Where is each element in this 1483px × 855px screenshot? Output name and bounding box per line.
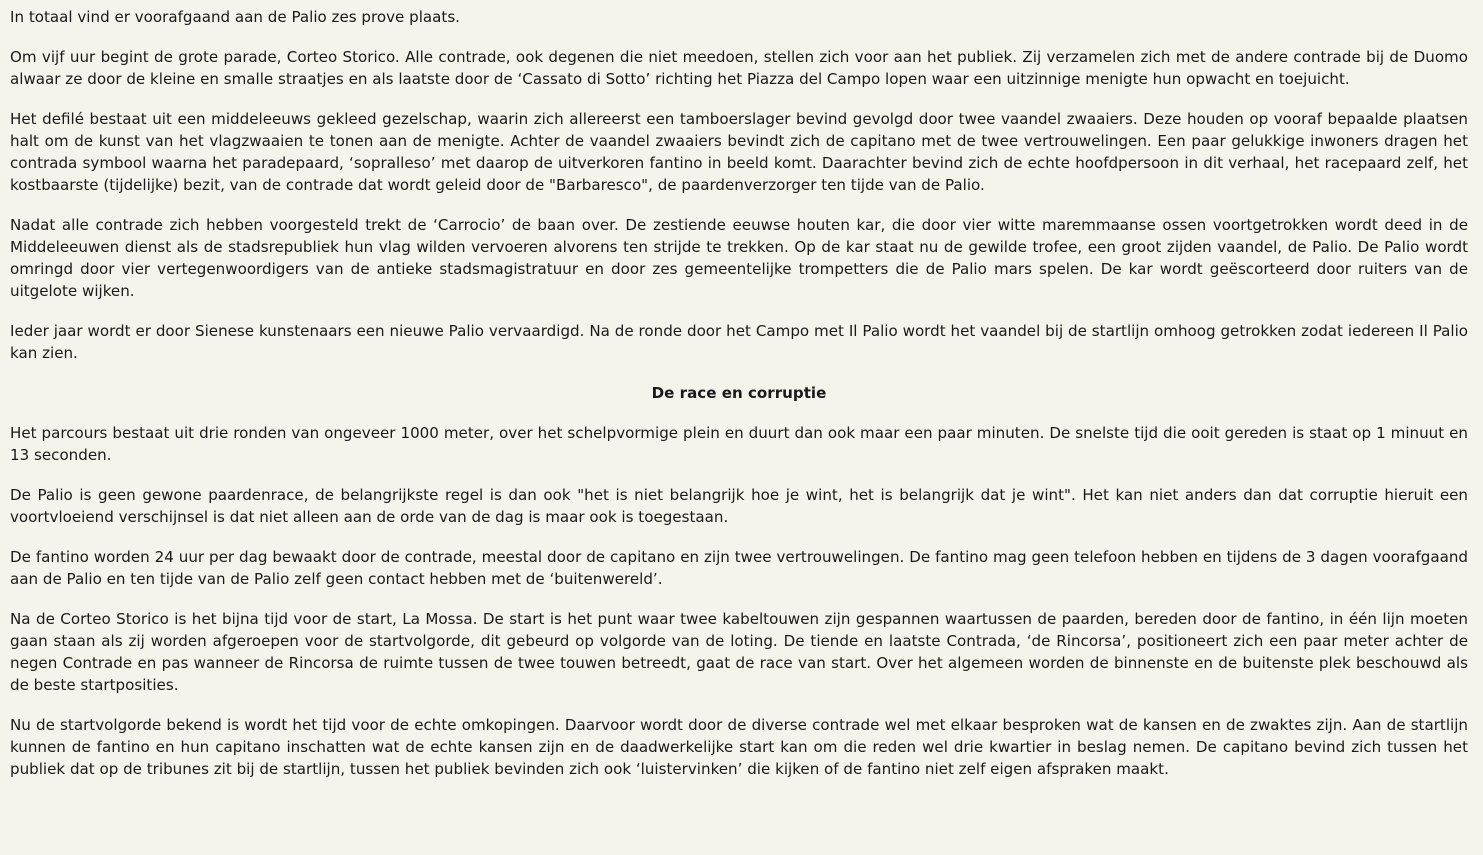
article-body <box>10 6 1468 798</box>
paragraph-prove: In totaal vind er voorafgaand aan de Palio zes prove plaats. <box>10 8 460 26</box>
paragraph-corruptie: De Palio is geen gewone paardenrace, de belangrijkste regel is dan ook "het is niet belangrijk hoe je wint, het is belangrijk dat je wint". Het kan niet anders dan dat corruptie hieruit een voortvloeiend verschijnsel is dat niet alleen aan de orde van de dag is maar ook is toegestaan. <box>10 486 1468 526</box>
paragraph-fantino-bewaakt: De fantino worden 24 uur per dag bewaakt door de contrade, meestal door de capitano en zijn twee vertrouwelingen. De fantino mag geen telefoon hebben en tijdens de 3 dagen voorafgaand aan de Palio en ten tijde van de Palio zelf geen contact hebben met de ‘buitenwereld’. <box>10 548 1468 588</box>
paragraph-parcours: Het parcours bestaat uit drie ronden van ongeveer 1000 meter, over het schelpvormige plein en duurt dan ook maar een paar minuten. De snelste tijd die ooit gereden is staat op 1 minuut en 13 seconden. <box>10 424 1468 464</box>
paragraph-palio-vaandel: Ieder jaar wordt er door Sienese kunstenaars een nieuwe Palio vervaardigd. Na de ronde door het Campo met Il Palio wordt het vaandel bij de startlijn omhoog getrokken zodat iedereen Il Palio kan zien. <box>10 322 1468 362</box>
paragraph-la-mossa: Na de Corteo Storico is het bijna tijd voor de start, La Mossa. De start is het punt waar twee kabeltouwen zijn gespannen waartussen de paarden, bereden door de fantino, in één lijn moeten gaan staan als zij worden afgeroepen voor de startvolgorde, dit gebeurd op volgorde van de loting. De tiende en laatste Contrada, ‘de Rincorsa’, positioneert zich een paar meter achter de negen Contrade en pas wanneer de Rincorsa de ruimte tussen de twee touwen betreedt, gaat de race van start. Over het algemeen worden de binnenste en de buitenste plek beschouwd als de beste startposities. <box>10 610 1468 694</box>
paragraph-corteo-storico: Om vijf uur begint de grote parade, Corteo Storico. Alle contrade, ook degenen die niet meedoen, stellen zich voor aan het publiek. Zij verzamelen zich met de andere contrade bij de Duomo alwaar ze door de kleine en smalle straatjes en als laatste door de ‘Cassato di Sotto’ richting het Piazza del Campo lopen waar een uitzinnige menigte hun opwacht en toejuicht. <box>10 48 1468 88</box>
paragraph-carrocio: Nadat alle contrade zich hebben voorgesteld trekt de ‘Carrocio’ de baan over. De zestiende eeuwse houten kar, die door vier witte maremmaanse ossen voortgetrokken wordt deed in de Middeleeuwen dienst als de stadsrepubliek hun vlag wilden vervoeren alvorens ten strijde te trekken. Op de kar staat nu de gewilde trofee, een groot zijden vaandel, de Palio. De Palio wordt omringd door vier vertegenwoordigers van de antieke stadsmagistratuur en door zes gemeentelijke trompetters die de Palio mars spelen. De kar wordt geëscorteerd door ruiters van de uitgelote wijken. <box>10 216 1468 300</box>
paragraph-omkopingen: Nu de startvolgorde bekend is wordt het tijd voor de echte omkopingen. Daarvoor wordt door de diverse contrade wel met elkaar besproken wat de kansen en de zwaktes zijn. Aan de startlijn kunnen de fantino en hun capitano inschatten wat de echte kansen zijn en de daadwerkelijke start kan om die reden wel drie kwartier in beslag nemen. De capitano bevind zich tussen het publiek dat op de tribunes zit bij de startlijn, tussen het publiek bevinden zich ook ‘luistervinken’ die kijken of de fantino niet zelf eigen afspraken maakt. <box>10 716 1468 778</box>
paragraph-defile: Het defilé bestaat uit een middeleeuws gekleed gezelschap, waarin zich allereerst een tamboerslager bevind gevolgd door twee vaandel zwaaiers. Deze houden op vooraf bepaalde plaatsen halt om de kunst van het vlagzwaaien te tonen aan de menigte. Achter de vaandel zwaaiers bevindt zich de capitano met de twee vertrouwelingen. Een paar gelukkige inwoners dragen het contrada symbool waarna het paradepaard, ‘sopralleso’ met daarop de uitverkoren fantino in beeld komt. Daarachter bevind zich de echte hoofdpersoon in dit verhaal, het racepaard zelf, het kostbaarste (tijdelijke) bezit, van de contrade dat wordt geleid door de "Barbaresco", de paardenverzorger ten tijde van de Palio. <box>10 110 1468 194</box>
section-heading: De race en corruptie <box>651 384 827 402</box>
